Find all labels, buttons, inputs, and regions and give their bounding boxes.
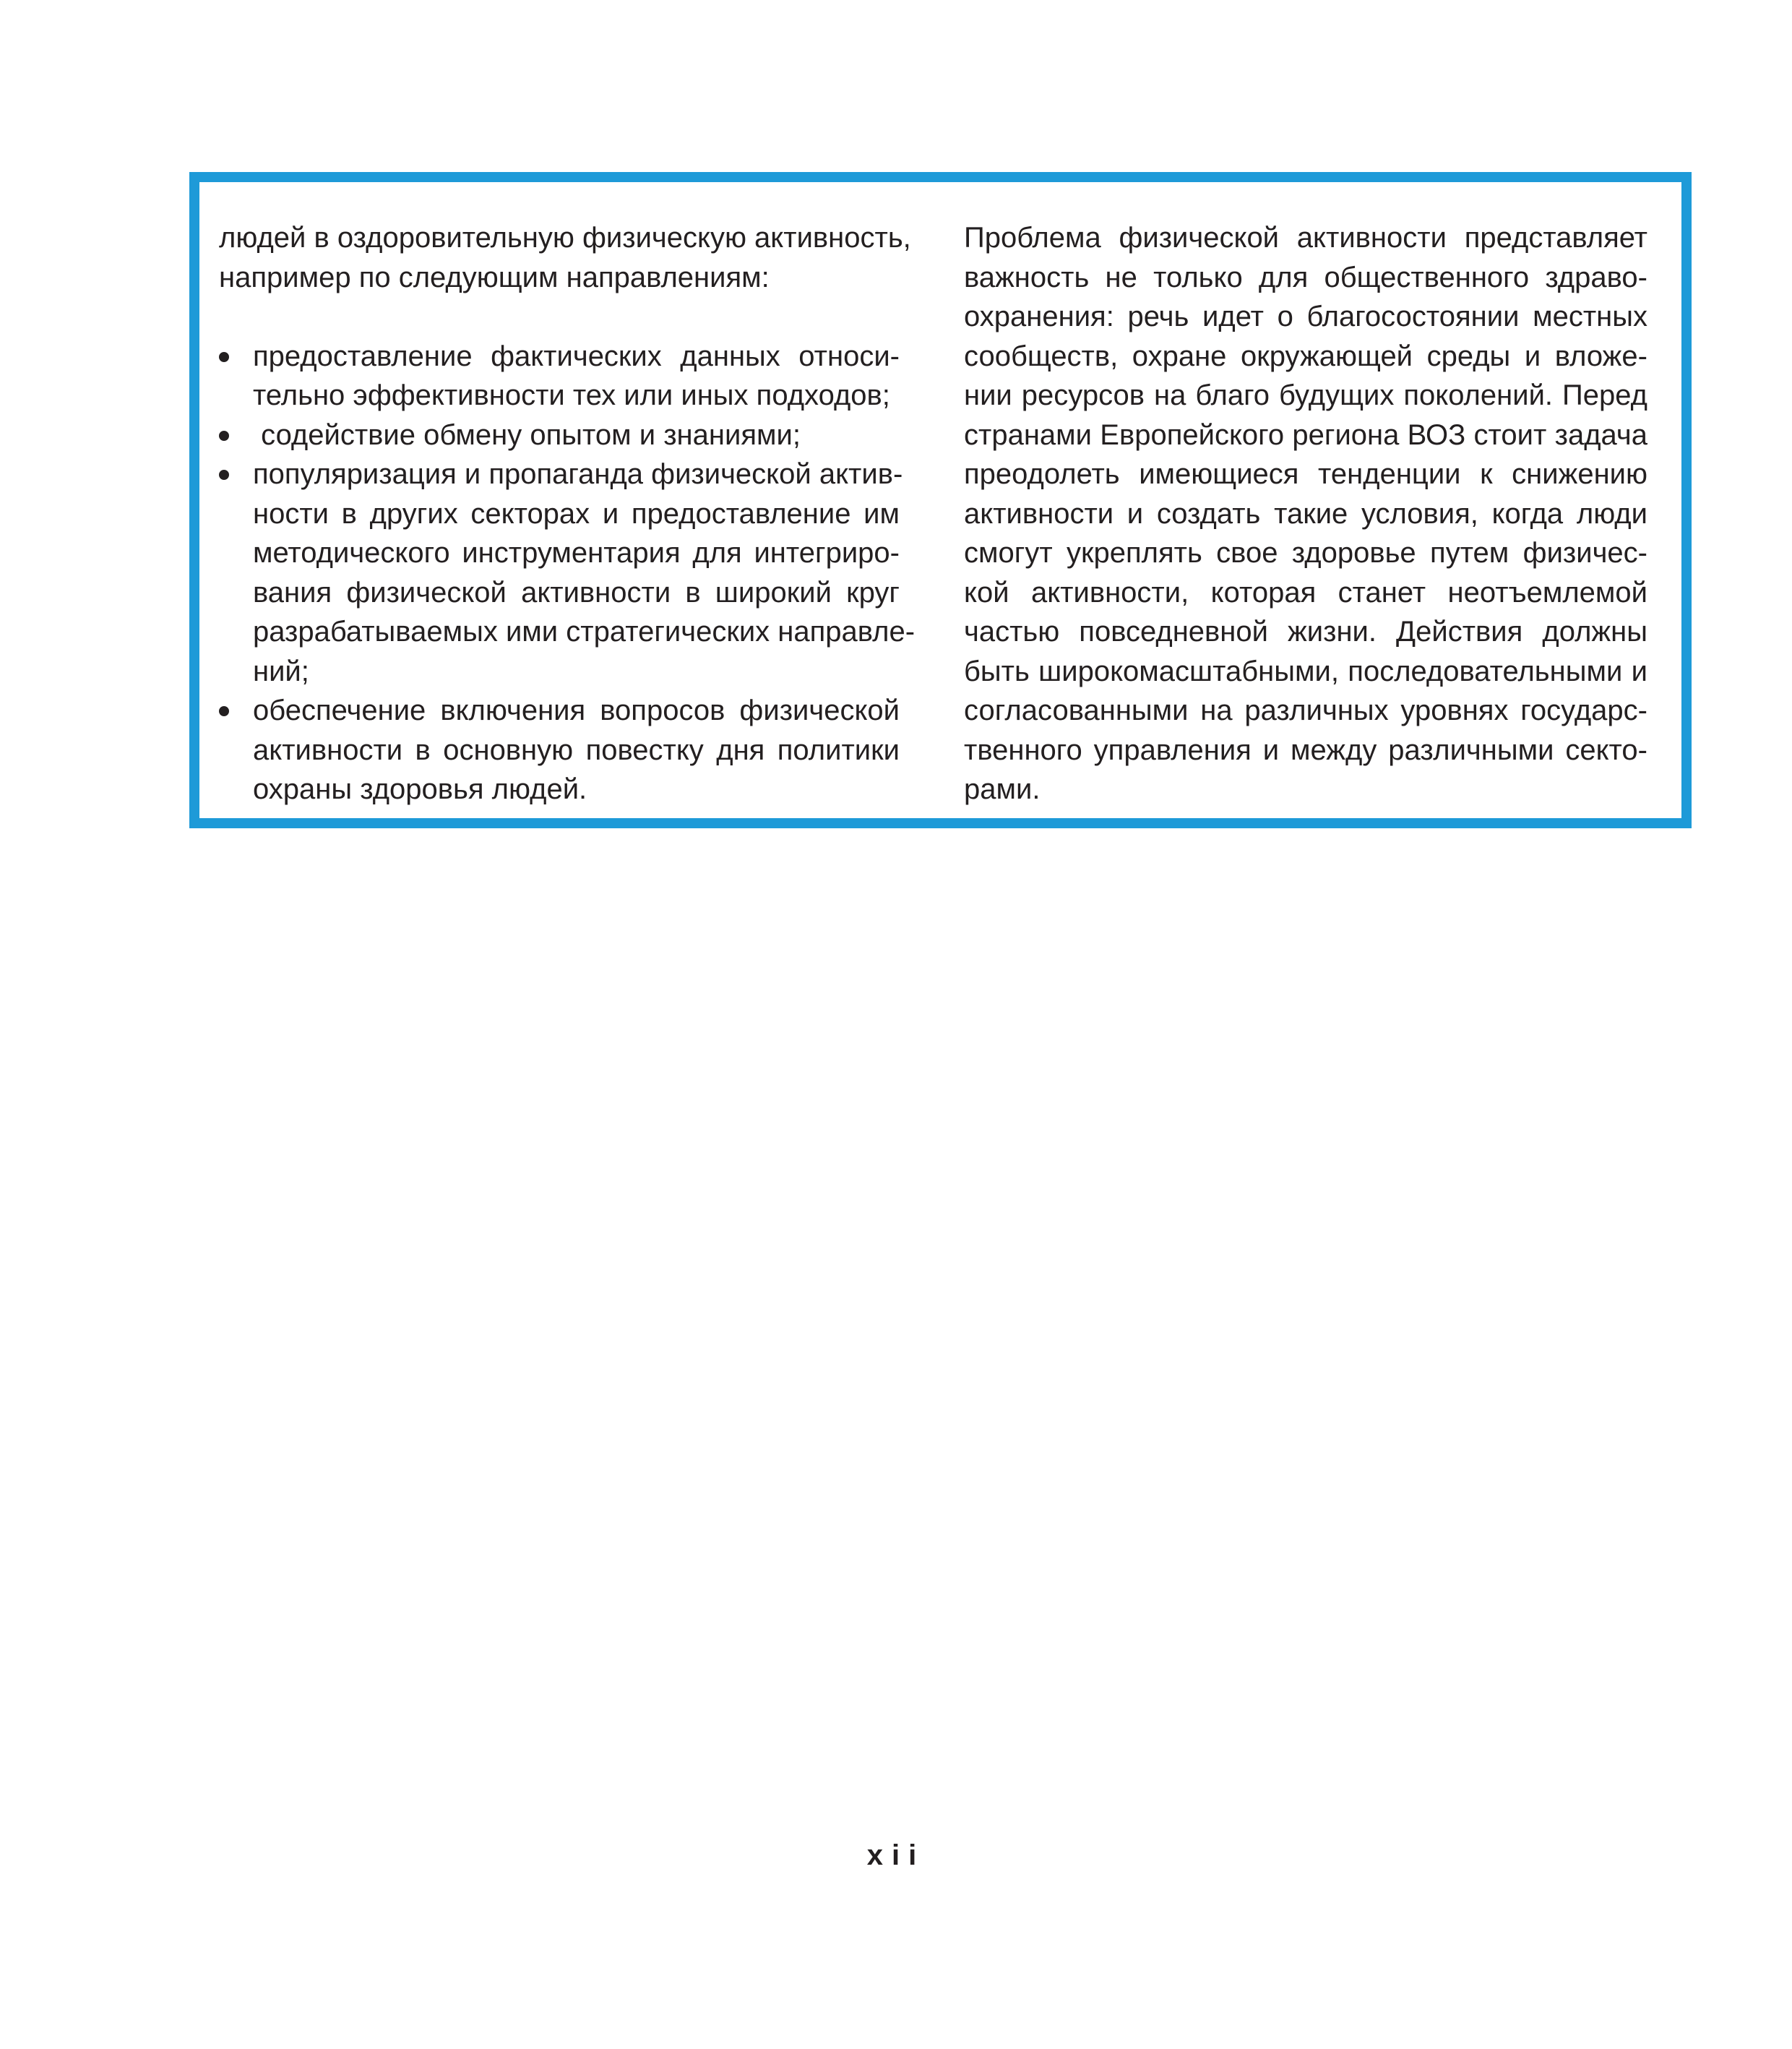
bullet-line: обеспечение включения вопросов физической xyxy=(253,695,900,726)
highlight-box xyxy=(189,172,1692,828)
intro-line: людей в оздоровительную физическую активность, xyxy=(219,222,911,254)
intro-line: например по следующим направлениям: xyxy=(219,261,770,293)
bullet-line: популяризация и пропаганда физической актив- xyxy=(253,458,903,490)
bullet-dot-icon xyxy=(219,470,229,480)
page-number: xii xyxy=(866,1839,926,1871)
left-column xyxy=(219,218,916,809)
bullet-line: ний; xyxy=(253,655,309,687)
bullet-line: вания физической активности в широкий круг xyxy=(253,576,900,609)
right-column xyxy=(964,218,1647,809)
paragraph-line: частью повседневной жизни. Действия должны xyxy=(964,616,1647,648)
bullet-line: тельно эффективности тех или иных подходов; xyxy=(253,379,890,411)
paragraph-line: согласованными на различных уровнях государс- xyxy=(964,695,1647,726)
bullet-line: разрабатываемых ими стратегических направле- xyxy=(253,616,916,648)
paragraph-line: охранения: речь идет о благосостоянии местных xyxy=(964,301,1647,332)
bullet-item xyxy=(219,455,916,691)
bullet-dot-icon xyxy=(219,352,229,362)
paragraph-gap xyxy=(219,297,900,337)
paragraph-line: быть широкомасштабными, последовательными и xyxy=(964,655,1647,687)
paragraph-line: нии ресурсов на благо будущих поколений. Перед xyxy=(964,379,1647,411)
bullet-item xyxy=(219,416,900,455)
paragraph-line: сообществ, охране окружающей среды и вложе- xyxy=(964,340,1647,372)
paragraph-line: странами Европейского региона ВОЗ стоит задача xyxy=(964,418,1647,451)
paragraph-line: кой активности, которая станет неотъемлемой xyxy=(964,576,1647,609)
paragraph-line: смогут укреплять свое здоровье путем физичес- xyxy=(964,537,1647,569)
paragraph-line: рами. xyxy=(964,773,1041,805)
bullet-line: ности в других секторах и предоставление им xyxy=(253,497,900,530)
paragraph-line: Проблема физической активности представляет xyxy=(964,222,1647,254)
bullet-line: активности в основную повестку дня политики xyxy=(253,734,900,766)
bullet-line: содействие обмену опытом и знаниями; xyxy=(253,418,801,451)
paragraph-line: активности и создать такие условия, когда люди xyxy=(964,497,1647,530)
bullet-line: предоставление фактических данных относи- xyxy=(253,340,900,372)
bullet-line: охраны здоровья людей. xyxy=(253,773,587,805)
bullet-dot-icon xyxy=(219,706,229,716)
paragraph-line: твенного управления и между различными секто- xyxy=(964,734,1647,766)
paragraph-line: важность не только для общественного здраво- xyxy=(964,261,1647,293)
bullet-line: методического инструментария для интегриро- xyxy=(253,537,900,569)
bullet-item xyxy=(219,337,900,416)
bullet-item xyxy=(219,691,900,809)
paragraph-line: преодолеть имеющиеся тенденции к снижению xyxy=(964,458,1647,490)
bullet-dot-icon xyxy=(219,431,229,441)
